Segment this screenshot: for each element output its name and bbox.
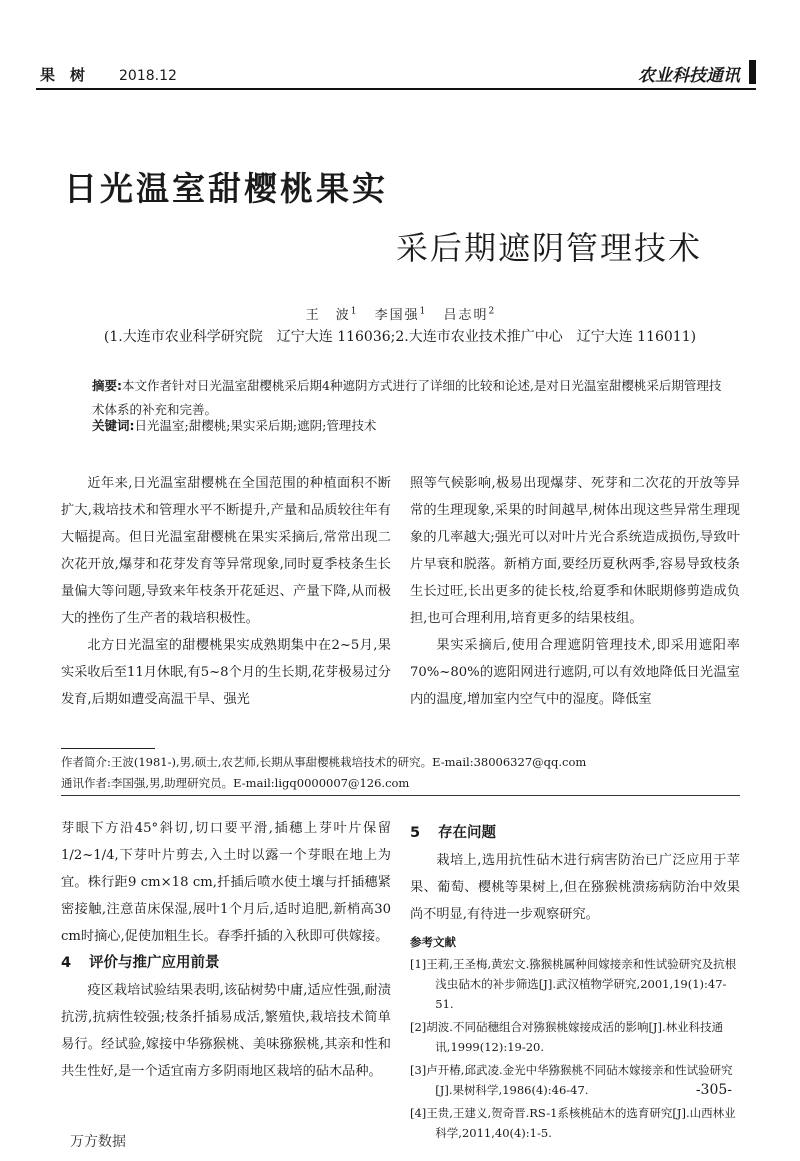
section-number: 4 — [61, 955, 72, 971]
body-paragraph: 照等气候影响,极易出现爆芽、死芽和二次花的开放等异常的生理现象,采果的时间越早,树体出现这些异常生理现象的几率越大;强光可以对叶片光合系统造成损伤,导致叶片早衰和脱落。新梢方面,要经历夏秋两季,容易导致枝条生长过旺,长出更多的徒长枝,给夏季和休眠期修剪造成负担,也可合理利用,培育更多的结果枝组。 — [410, 476, 740, 626]
section-heading-5 — [410, 820, 740, 847]
article-separator — [61, 795, 740, 796]
author-affil-mark: 2 — [488, 306, 495, 317]
body-paragraph: 芽眼下方沿45°斜切,切口要平滑,插穗上芽叶片保留1/2~1/4,下芽叶片剪去,入土时以露一个芽眼在地上为宜。株行距9 cm×18 cm,扦插后喷水使土壤与扦插穗紧密接触,注意苗床保湿,展叶1个月后,适时追肥,新梢高30 cm时摘心,促使加粗生长。春季扦插的入秋即可供嫁接。 — [61, 821, 391, 944]
body-paragraph: 栽培上,选用抗性砧木进行病害防治已广泛应用于苹果、葡萄、樱桃等果树上,但在猕猴桃溃疡病防治中效果尚不明显,有待进一步观察研究。 — [410, 853, 740, 922]
references-heading: 参考文献 — [410, 935, 456, 949]
header-bar-mark — [749, 60, 756, 84]
keywords-label: 关键词: — [92, 418, 135, 433]
abstract-label: 摘要: — [92, 378, 122, 393]
article-title-line2: 采后期遮阴管理技术 — [396, 229, 703, 267]
reference-item: [3]卢开椿,邱武凌.金光中华猕猴桃不同砧木嫁接亲和性试验研究[J].果树科学,1986(4):46-47. — [410, 1063, 733, 1097]
header-divider — [36, 88, 756, 90]
author-affiliations: (1.大连市农业科学研究院 辽宁大连 116036;2.大连市农业技术推广中心 辽宁大连 116011) — [103, 329, 697, 345]
journal-logo-text: 农业科技通讯 — [638, 66, 740, 86]
footnote-rule — [61, 748, 155, 749]
abstract — [92, 374, 732, 422]
article-title-line1: 日光温室甜樱桃果实 — [64, 169, 388, 208]
page-number: -305- — [695, 1082, 732, 1098]
reference-item: [1]王莉,王圣梅,黄宏文.猕猴桃属种间嫁接亲和性试验研究及抗根浅虫砧木的补步筛选[J].武汉植物学研究,2001,19(1):47-51. — [410, 957, 737, 1011]
keywords-text: 日光温室;甜樱桃;果实采后期;遮阴;管理技术 — [134, 418, 377, 433]
body-column-left — [61, 470, 391, 713]
author-affil-mark: 1 — [350, 306, 357, 317]
body-column-right — [410, 470, 740, 713]
journal-issue: 2018.12 — [119, 68, 177, 84]
abstract-text: 本文作者针对日光温室甜樱桃采后期4种遮阴方式进行了详细的比较和论述,是对日光温室甜樱桃采后期管理技术体系的补充和完善。 — [92, 378, 722, 417]
reference-item: [2]胡波.不同砧穗组合对猕猴桃嫁接成活的影响[J].林业科技通讯,1999(12):19-20. — [410, 1020, 724, 1054]
keywords — [92, 416, 732, 434]
body-paragraph: 果实采摘后,使用合理遮阴管理技术,即采用遮阳率70%~80%的遮阳网进行遮阴,可以有效地降低日光温室内的温度,增加室内空气中的湿度。降低室 — [410, 638, 740, 707]
reference-list — [410, 954, 740, 1143]
author-affil-mark: 1 — [419, 306, 426, 317]
section-heading-4 — [61, 950, 391, 977]
database-watermark: 万方数据 — [70, 1134, 126, 1150]
reference-item: [4]王贵,王建义,贺奇晋.RS-1系核桃砧木的选育研究[J].山西林业科学,2011,40(4):1-5. — [410, 1106, 736, 1140]
author-footnote — [61, 752, 586, 794]
running-header-journal — [40, 64, 177, 85]
body-paragraph: 疫区栽培试验结果表明,该砧树势中庸,适应性强,耐渍抗涝,抗病性较强;枝条扦插易成活,繁殖快,栽培技术简单易行。经试验,嫁接中华猕猴桃、美味猕猴桃,其亲和性和共生性好,是一个适宜南方多阴雨地区栽培的砧木品种。 — [61, 983, 391, 1079]
footnote-author-intro: 作者简介:王波(1981-),男,硕士,农艺师,长期从事甜樱桃栽培技术的研究。E-mail:38006327@qq.com — [61, 755, 587, 769]
lower-column-right — [410, 820, 740, 1146]
author-list — [0, 304, 800, 323]
lower-column-left — [61, 815, 391, 1085]
journal-name: 果 树 — [40, 66, 86, 84]
section-title: 存在问题 — [438, 825, 496, 841]
author-name: 李国强 — [374, 308, 420, 323]
body-paragraph: 近年来,日光温室甜樱桃在全国范围的种植面积不断扩大,栽培技术和管理水平不断提升,产量和品质较往年有大幅提高。但日光温室甜樱桃在果实采摘后,常常出现二次花开放,爆芽和花芽发育等异常现象,同时夏季枝条生长量偏大等问题,导致来年枝条开花延迟、产量下降,从而极大的挫伤了生产者的栽培积极性。 — [61, 476, 391, 626]
section-title: 评价与推广应用前景 — [89, 955, 220, 971]
section-number: 5 — [410, 825, 421, 841]
body-paragraph: 北方日光温室的甜樱桃果实成熟期集中在2~5月,果实采收后至11月休眠,有5~8个月的生长期,花芽极易过分发育,后期如遭受高温干旱、强光 — [61, 638, 391, 707]
author-name: 王 波 — [305, 308, 351, 323]
author-name: 吕志明 — [443, 308, 489, 323]
footnote-corresponding: 通讯作者:李国强,男,助理研究员。E-mail:ligq0000007@126.com — [61, 776, 410, 790]
